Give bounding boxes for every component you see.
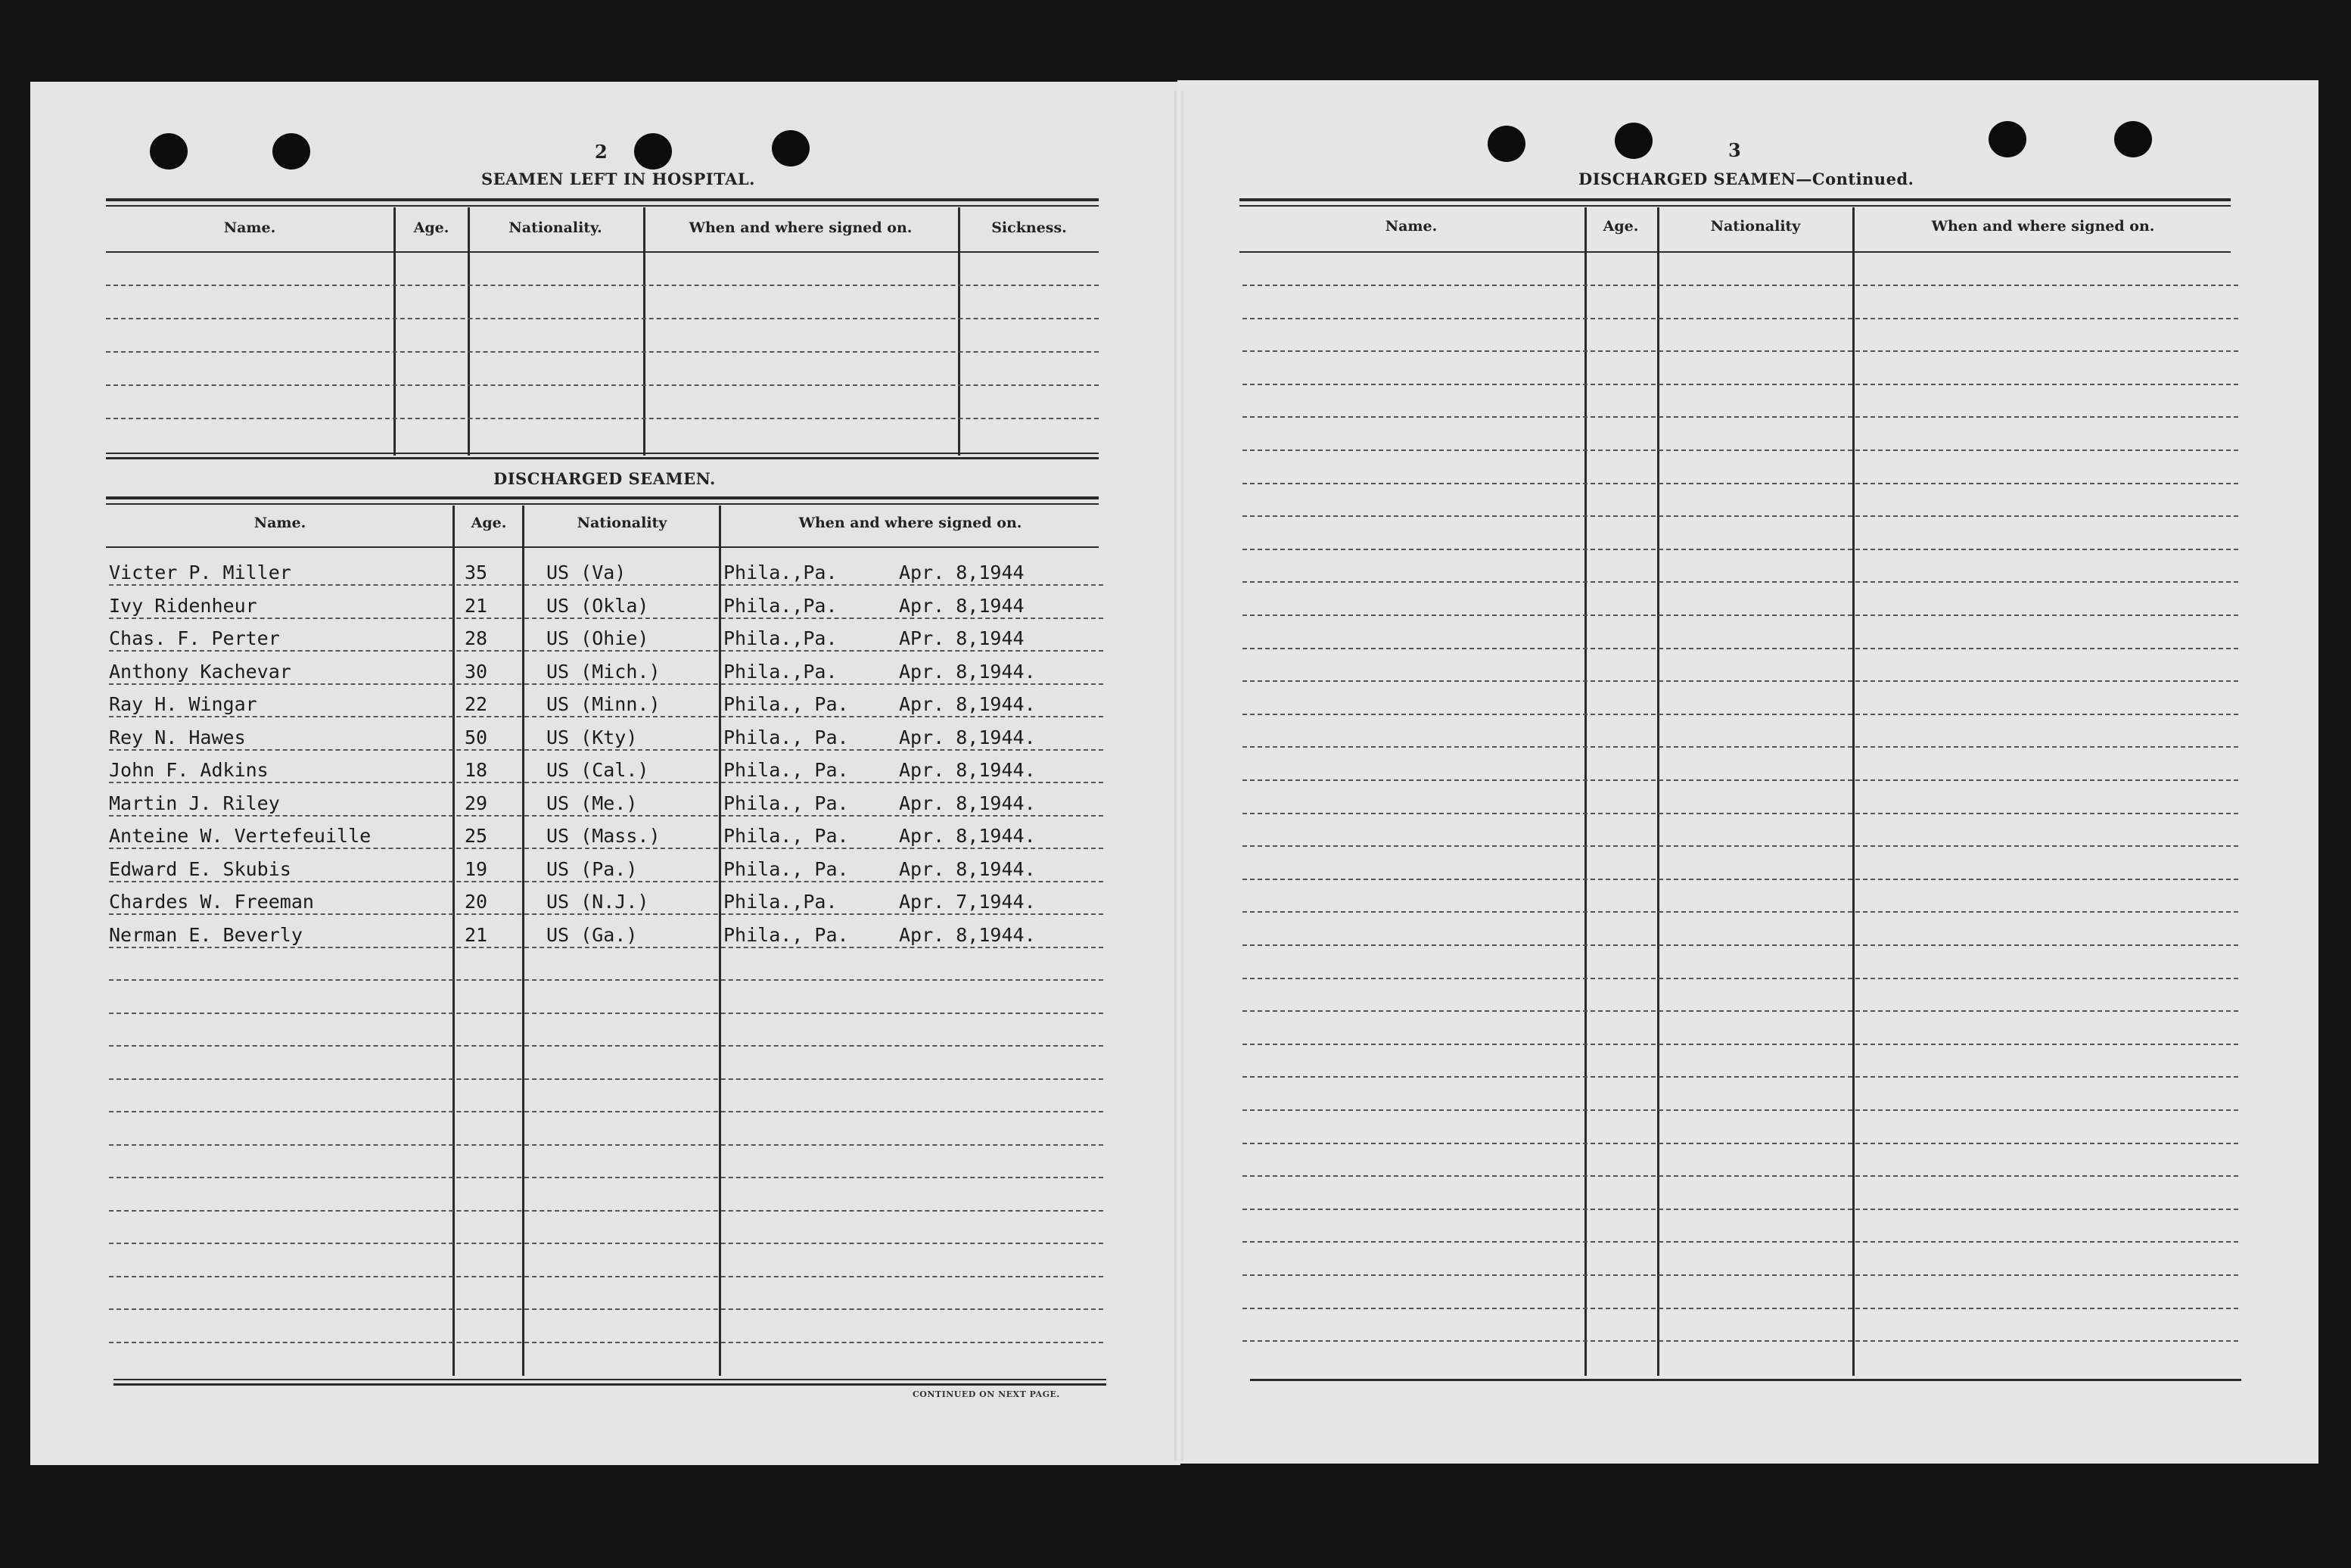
row-line (1242, 1340, 2238, 1342)
seaman-nationality: US (Mich.) (546, 661, 661, 683)
column-header: Name. (253, 515, 306, 531)
punch-hole (1989, 121, 2026, 157)
row-line (1242, 944, 2238, 946)
punch-hole (634, 133, 672, 170)
signed-on-date: Apr. 8,1944. (899, 726, 1036, 748)
column-header: Age. (413, 219, 449, 236)
signed-on-date: Apr. 8,1944. (899, 858, 1036, 880)
seaman-name: Ivy Ridenheur (109, 595, 257, 617)
signed-on-date: Apr. 8,1944. (899, 924, 1036, 946)
row-line (1242, 350, 2238, 352)
signed-on-date: Apr. 8,1944 (899, 595, 1025, 617)
row-line (109, 782, 1103, 783)
signed-on-place: Phila., Pa. (723, 924, 849, 946)
row-line (109, 1308, 1103, 1310)
column-header: Nationality (1710, 218, 1801, 235)
row-line (109, 716, 1103, 717)
signed-on-place: Phila., Pa. (723, 792, 849, 814)
signed-on-date: Apr. 8,1944. (899, 792, 1036, 814)
seaman-nationality: US (Ohie) (546, 627, 649, 649)
row-line (1242, 1241, 2238, 1243)
row-line (1242, 680, 2238, 682)
row-line (109, 1177, 1103, 1178)
seaman-name: Chardes W. Freeman (109, 891, 314, 913)
seaman-nationality: US (Pa.) (546, 858, 638, 880)
seaman-name: Martin J. Riley (109, 792, 280, 814)
row-line (1242, 714, 2238, 715)
row-line (1242, 648, 2238, 649)
row-line (1242, 318, 2238, 319)
seaman-age: 29 (465, 792, 488, 814)
seaman-age: 25 (465, 825, 488, 847)
seaman-age: 19 (465, 858, 488, 880)
row-line (1242, 1143, 2238, 1144)
seaman-age: 21 (465, 595, 488, 617)
row-line (1242, 1175, 2238, 1177)
row-line (1242, 384, 2238, 385)
signed-on-date: Apr. 8,1944. (899, 693, 1036, 715)
seaman-age: 21 (465, 924, 488, 946)
punch-hole (2114, 121, 2152, 157)
row-line (109, 584, 1103, 586)
punch-hole (150, 133, 188, 170)
row-line (109, 1111, 1103, 1112)
column-header: Name. (1385, 218, 1438, 235)
row-line (1242, 813, 2238, 814)
seaman-nationality: US (Me.) (546, 792, 638, 814)
seaman-name: Anteine W. Vertefeuille (109, 825, 372, 847)
row-line (109, 1144, 1103, 1146)
signed-on-place: Phila.,Pa. (723, 661, 838, 683)
column-header: Age. (471, 515, 507, 531)
seaman-nationality: US (Ga.) (546, 924, 638, 946)
seaman-name: Nerman E. Beverly (109, 924, 303, 946)
row-line (1242, 779, 2238, 781)
row-line (1242, 1076, 2238, 1078)
signed-on-date: Apr. 8,1944 (899, 562, 1025, 583)
hospital-section-title: SEAMEN LEFT IN HOSPITAL. (481, 170, 755, 188)
seaman-age: 30 (465, 661, 488, 683)
seaman-nationality: US (Cal.) (546, 759, 649, 781)
seaman-nationality: US (Minn.) (546, 693, 661, 715)
row-line (1242, 978, 2238, 979)
signed-on-date: APr. 8,1944 (899, 627, 1025, 649)
seaman-age: 35 (465, 562, 488, 583)
signed-on-date: Apr. 8,1944. (899, 661, 1036, 683)
row-line (109, 1276, 1103, 1277)
seaman-name: Edward E. Skubis (109, 858, 291, 880)
seaman-nationality: US (Kty) (546, 726, 638, 748)
signed-on-date: Apr. 8,1944. (899, 825, 1036, 847)
seaman-name: Chas. F. Perter (109, 627, 280, 649)
column-header: When and where signed on. (689, 219, 913, 236)
signed-on-date: Apr. 7,1944. (899, 891, 1036, 913)
row-line (1242, 515, 2238, 517)
row-line (1242, 581, 2238, 583)
signed-on-place: Phila., Pa. (723, 759, 849, 781)
row-line (109, 1210, 1103, 1212)
row-line (109, 1243, 1103, 1244)
punch-hole (1615, 123, 1653, 159)
page-gutter (1174, 91, 1183, 1461)
seaman-nationality: US (Va) (546, 562, 627, 583)
row-line (1242, 285, 2238, 286)
signed-on-place: Phila., Pa. (723, 693, 849, 715)
row-line (109, 947, 1103, 948)
seaman-name: Victer P. Miller (109, 562, 291, 583)
column-header: Sickness. (991, 219, 1067, 236)
row-line (109, 848, 1103, 849)
row-line (1242, 746, 2238, 748)
column-header: Name. (223, 219, 276, 236)
right-page (1177, 80, 2318, 1464)
row-line (1242, 1209, 2238, 1210)
row-line (1242, 483, 2238, 484)
column-header: When and where signed on. (1931, 218, 2155, 235)
row-line (109, 1013, 1103, 1014)
column-header: Nationality (577, 515, 667, 531)
continued-note: CONTINUED ON NEXT PAGE. (913, 1389, 1060, 1399)
row-line (109, 1045, 1103, 1047)
row-line (109, 913, 1103, 915)
punch-hole (772, 130, 810, 166)
page-number: 2 (595, 141, 608, 163)
row-line (109, 618, 1103, 619)
row-line (1242, 879, 2238, 880)
row-line (1242, 614, 2238, 616)
seaman-nationality: US (N.J.) (546, 891, 649, 913)
row-line (1242, 1109, 2238, 1111)
row-line (1242, 450, 2238, 451)
signed-on-place: Phila.,Pa. (723, 627, 838, 649)
column-header: When and where signed on. (798, 515, 1022, 531)
row-line (109, 1078, 1103, 1080)
discharged-section-title: DISCHARGED SEAMEN. (493, 469, 716, 488)
row-line (109, 650, 1103, 652)
row-line (109, 683, 1103, 685)
right-section-title: DISCHARGED SEAMEN—Continued. (1578, 170, 1914, 188)
signed-on-place: Phila.,Pa. (723, 595, 838, 617)
seaman-name: Rey N. Hawes (109, 726, 246, 748)
punch-hole (272, 133, 310, 170)
row-line (1242, 1274, 2238, 1276)
seaman-age: 18 (465, 759, 488, 781)
signed-on-place: Phila.,Pa. (723, 562, 838, 583)
seaman-name: Ray H. Wingar (109, 693, 257, 715)
row-line (109, 815, 1103, 817)
seaman-age: 20 (465, 891, 488, 913)
punch-hole (1488, 126, 1525, 162)
row-line (109, 1342, 1103, 1343)
row-line (1242, 845, 2238, 847)
signed-on-place: Phila., Pa. (723, 726, 849, 748)
seaman-nationality: US (Mass.) (546, 825, 661, 847)
signed-on-date: Apr. 8,1944. (899, 759, 1036, 781)
row-line (109, 881, 1103, 882)
page-number: 3 (1728, 139, 1741, 161)
seaman-name: John F. Adkins (109, 759, 269, 781)
row-line (1242, 1308, 2238, 1309)
row-line (1242, 911, 2238, 913)
seaman-age: 28 (465, 627, 488, 649)
row-line (1242, 416, 2238, 418)
row-line (1242, 1044, 2238, 1045)
seaman-age: 50 (465, 726, 488, 748)
seaman-nationality: US (Okla) (546, 595, 649, 617)
row-line (109, 979, 1103, 981)
column-header: Age. (1603, 218, 1639, 235)
seaman-age: 22 (465, 693, 488, 715)
row-line (1242, 549, 2238, 550)
signed-on-place: Phila., Pa. (723, 825, 849, 847)
row-line (109, 749, 1103, 751)
seaman-name: Anthony Kachevar (109, 661, 291, 683)
row-line (1242, 1010, 2238, 1012)
signed-on-place: Phila., Pa. (723, 858, 849, 880)
signed-on-place: Phila.,Pa. (723, 891, 838, 913)
column-header: Nationality. (508, 219, 602, 236)
